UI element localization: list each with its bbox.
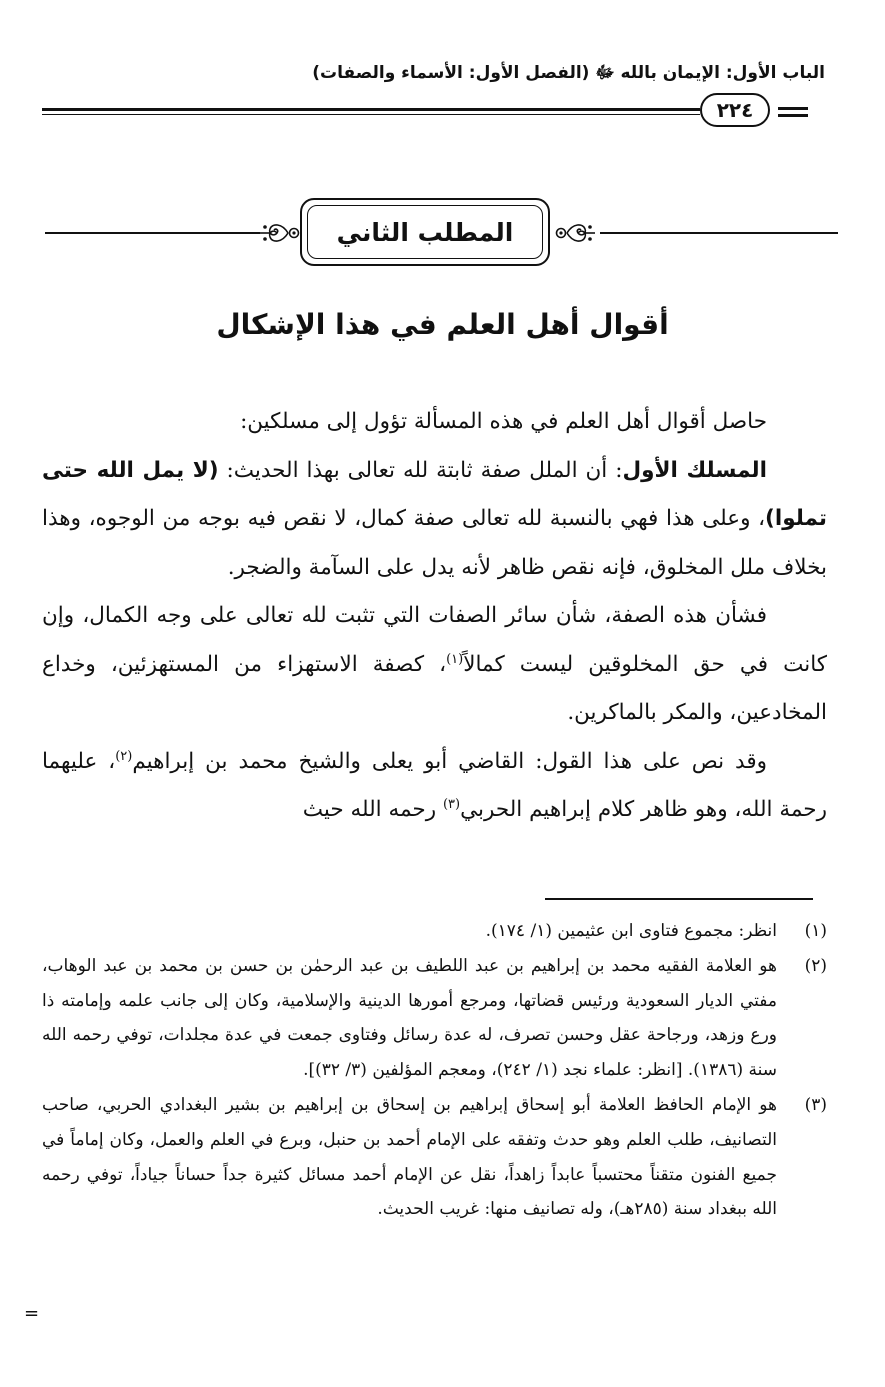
running-header: الباب الأول: الإيمان بالله ﷻ (الفصل الأول: الأسماء والصفات) bbox=[312, 63, 825, 83]
title-rule-right bbox=[600, 232, 838, 234]
header-rule-thick bbox=[42, 108, 700, 111]
footnote-ref: (١) bbox=[446, 651, 464, 667]
header-rule-thin bbox=[42, 114, 700, 115]
section-title: المطلب الثاني bbox=[336, 217, 514, 247]
section-title-box bbox=[300, 198, 550, 266]
footnotes bbox=[42, 914, 827, 1227]
footnote-number: (٢) bbox=[804, 955, 827, 976]
paragraph-text: ، وعلى هذا فهي بالنسبة لله تعالى صفة كمال، لا نقص فيه بوجه من الوجوه، وهذا بخلاف ملل المخلوق، فإنه نقص ظاهر لأنه يدل على السآمة والضجر. bbox=[42, 506, 827, 580]
paragraph-scholars bbox=[42, 738, 827, 835]
ornament-left-icon bbox=[258, 217, 302, 249]
paragraph-text: فشأن هذه الصفة، شأن سائر الصفات التي تثبت لله تعالى على وجه الكمال، وإن كانت في حق المخلوقين ليست كمالاً bbox=[42, 603, 827, 677]
footnote-number: (١) bbox=[804, 921, 827, 941]
main-text bbox=[42, 398, 827, 835]
paragraph-text: ، عليهما رحمة الله، وهو ظاهر كلام إبراهيم الحربي bbox=[42, 748, 827, 822]
paragraph-text: وقد نص على هذا القول: القاضي أبو يعلى والشيخ محمد بن إبراهيم bbox=[132, 748, 767, 774]
footnote-ref: (٣) bbox=[442, 796, 461, 812]
footnote bbox=[42, 914, 827, 949]
page-number-badge bbox=[700, 93, 770, 127]
title-rule-left bbox=[45, 232, 260, 234]
footnote-separator bbox=[545, 898, 813, 900]
footnote-text: هو الإمام الحافظ العلامة أبو إسحاق إبراهيم بن إسحاق بن إبراهيم بن بشير البغدادي الحربي، صاحب التصانيف، طلب العلم وهو حدث وتفقه على الإمام أحمد بن حنبل، وبرع في العلم والعمل، وكان إماماً في جميع الفنون متقناً محتسباً عابداً زاهداً، نقل عن الإمام أحمد مسائل كثيرة جداً حساناً جياداً، توفي رحمه الله ببغداد سنة (٢٨٥هـ)، وله تصانيف منها: غريب الحديث. bbox=[42, 1094, 777, 1220]
section-heading: أقوال أهل العلم في هذا الإشكال bbox=[216, 308, 669, 341]
footnote-ref: (٢) bbox=[115, 748, 133, 764]
paragraph-first-approach bbox=[42, 447, 827, 593]
header-dash-bottom bbox=[778, 114, 808, 117]
footnote-text: انظر: مجموع فتاوى ابن عثيمين (١/ ١٧٤). bbox=[485, 921, 777, 941]
paragraph-intro: حاصل أقوال أهل العلم في هذه المسألة تؤول إلى مسلكين: bbox=[240, 409, 767, 434]
hadith-quote: (لا يمل الله حتى تملوا) bbox=[42, 457, 827, 531]
footnote bbox=[42, 949, 827, 1088]
paragraph-attribute bbox=[42, 592, 827, 738]
approach-label: المسلك الأول bbox=[622, 457, 767, 483]
footnote bbox=[42, 1088, 827, 1227]
paragraph-text: رحمه الله حيث bbox=[302, 797, 443, 822]
footnote-number: (٣) bbox=[804, 1094, 827, 1115]
header-dash-top bbox=[778, 107, 808, 110]
margin-mark: = bbox=[24, 1303, 40, 1324]
footnote-text: هو العلامة الفقيه محمد بن إبراهيم بن عبد اللطيف بن عبد الرحمٰن بن حسن بن محمد بن عبد الوهاب، مفتي الديار السعودية ورئيس قضاتها، ومرجع أمورها الدينية والإسلامية، وكان إلى جانب علمه وإمامته ذا ورع وزهد، ورجاحة عقل وحسن تصرف، له عدة رسائل وفتاوى جمعت في عدة مجلدات، توفي رحمه الله سنة (١٣٨٦). [انظر: علماء نجد (١/ ٢٤٢)، ومعجم المؤلفين (٣/ ٣٢)]. bbox=[42, 955, 777, 1081]
paragraph-text: ، كصفة الاستهزاء من المستهزئين، وخداع المخادعين، والمكر بالماكرين. bbox=[42, 651, 827, 725]
ornament-right-icon bbox=[553, 217, 597, 249]
page-number: ٢٢٤ bbox=[716, 98, 754, 122]
paragraph-text: : أن الملل صفة ثابتة لله تعالى بهذا الحديث: bbox=[218, 457, 623, 483]
